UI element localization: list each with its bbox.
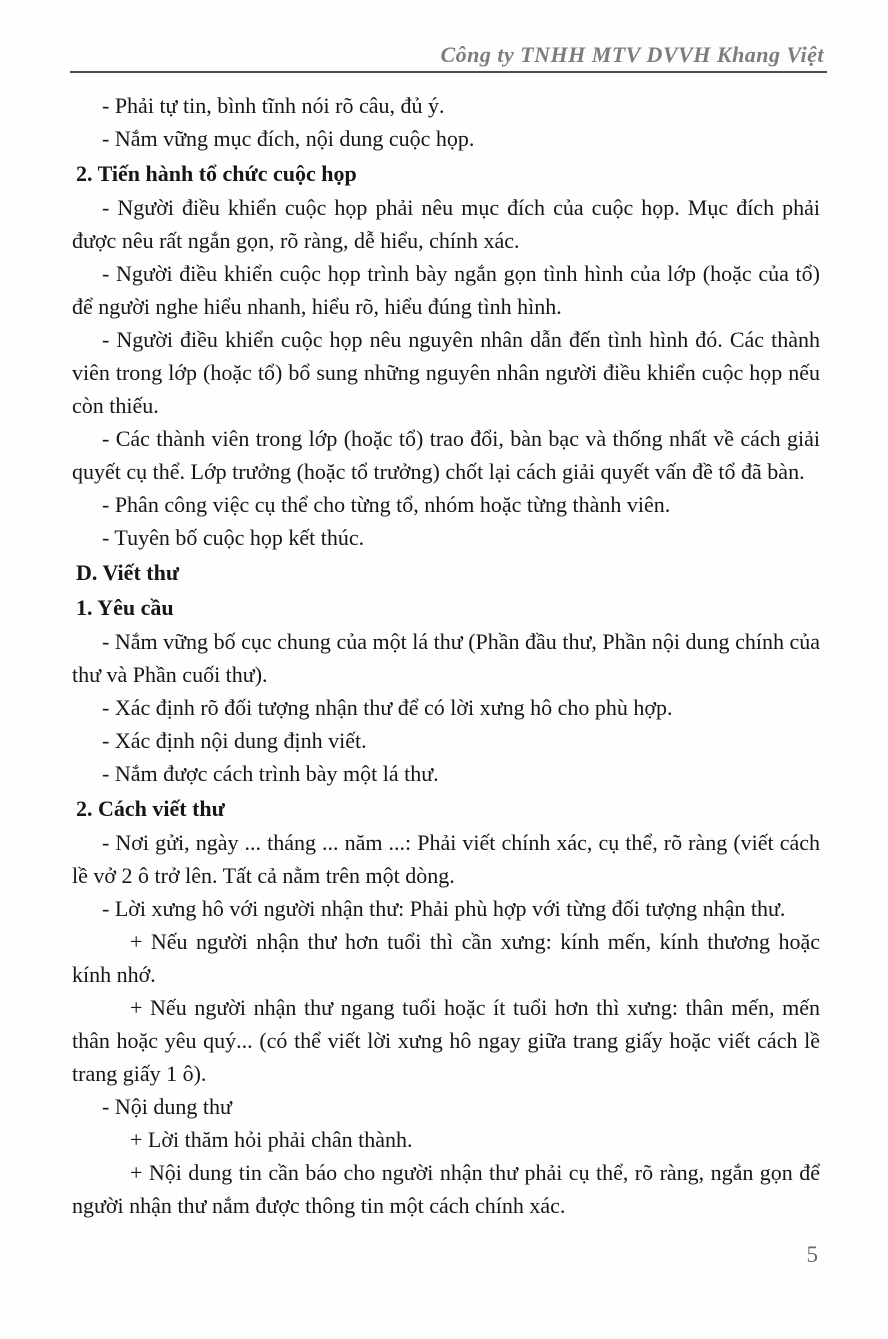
header-company-name: Công ty TNHH MTV DVVH Khang Việt bbox=[440, 42, 824, 67]
paragraph: - Người điều khiển cuộc họp trình bày ngắn gọn tình hình của lớp (hoặc của tổ) để người nghe hiểu nhanh, hiểu rõ, hiểu đúng tình hình. bbox=[72, 261, 820, 319]
paragraph: - Nắm vững bố cục chung của một lá thư (Phần đầu thư, Phần nội dung chính của thư và Phần cuối thư). bbox=[72, 629, 820, 687]
section-heading: 2. Tiến hành tổ chức cuộc họp bbox=[76, 161, 357, 186]
paragraph: - Người điều khiển cuộc họp phải nêu mục đích của cuộc họp. Mục đích phải được nêu rất ngắn gọn, rõ ràng, dễ hiểu, chính xác. bbox=[72, 195, 820, 253]
paragraph: - Nội dung thư bbox=[102, 1094, 232, 1119]
page-number: 5 bbox=[806, 1242, 818, 1267]
paragraph: - Phải tự tin, bình tĩnh nói rõ câu, đủ ý. bbox=[102, 93, 445, 118]
section-heading: D. Viết thư bbox=[76, 560, 180, 585]
header-divider bbox=[70, 71, 827, 73]
paragraph: - Các thành viên trong lớp (hoặc tổ) trao đổi, bàn bạc và thống nhất về cách giải quyết cụ thể. Lớp trưởng (hoặc tổ trưởng) chốt lại cách giải quyết vấn đề tổ đã bàn. bbox=[72, 426, 820, 484]
paragraph: - Người điều khiển cuộc họp nêu nguyên nhân dẫn đến tình hình đó. Các thành viên trong lớp (hoặc tổ) bổ sung những nguyên nhân người điều khiển cuộc họp nếu còn thiếu. bbox=[72, 327, 820, 418]
paragraph: - Tuyên bố cuộc họp kết thúc. bbox=[102, 525, 365, 550]
document-body bbox=[72, 89, 820, 1240]
paragraph: - Xác định rõ đối tượng nhận thư để có lời xưng hô cho phù hợp. bbox=[102, 695, 673, 720]
section-heading: 1. Yêu cầu bbox=[76, 595, 174, 620]
paragraph: - Nơi gửi, ngày ... tháng ... năm ...: Phải viết chính xác, cụ thể, rõ ràng (viết cách lề vở 2 ô trở lên. Tất cả nằm trên một dòng. bbox=[72, 830, 820, 888]
paragraph: + Nếu người nhận thư ngang tuổi hoặc ít tuổi hơn thì xưng: thân mến, mến thân hoặc yêu quý... (có thể viết lời xưng hô ngay giữa trang giấy hoặc viết cách lề trang giấy 1 ô). bbox=[72, 995, 820, 1086]
paragraph: + Lời thăm hỏi phải chân thành. bbox=[130, 1127, 413, 1152]
paragraph: - Xác định nội dung định viết. bbox=[102, 728, 367, 753]
paragraph: - Phân công việc cụ thể cho từng tổ, nhóm hoặc từng thành viên. bbox=[102, 492, 671, 517]
section-heading: 2. Cách viết thư bbox=[76, 796, 225, 821]
paragraph: - Nắm được cách trình bày một lá thư. bbox=[102, 761, 439, 786]
paragraph: - Nắm vững mục đích, nội dung cuộc họp. bbox=[102, 126, 475, 151]
paragraph: + Nội dung tin cần báo cho người nhận thư phải cụ thể, rõ ràng, ngắn gọn để người nhận thư nắm được thông tin một cách chính xác. bbox=[72, 1160, 820, 1218]
paragraph: - Lời xưng hô với người nhận thư: Phải phù hợp với từng đối tượng nhận thư. bbox=[102, 896, 786, 921]
paragraph: + Nếu người nhận thư hơn tuổi thì cần xưng: kính mến, kính thương hoặc kính nhớ. bbox=[72, 929, 820, 987]
